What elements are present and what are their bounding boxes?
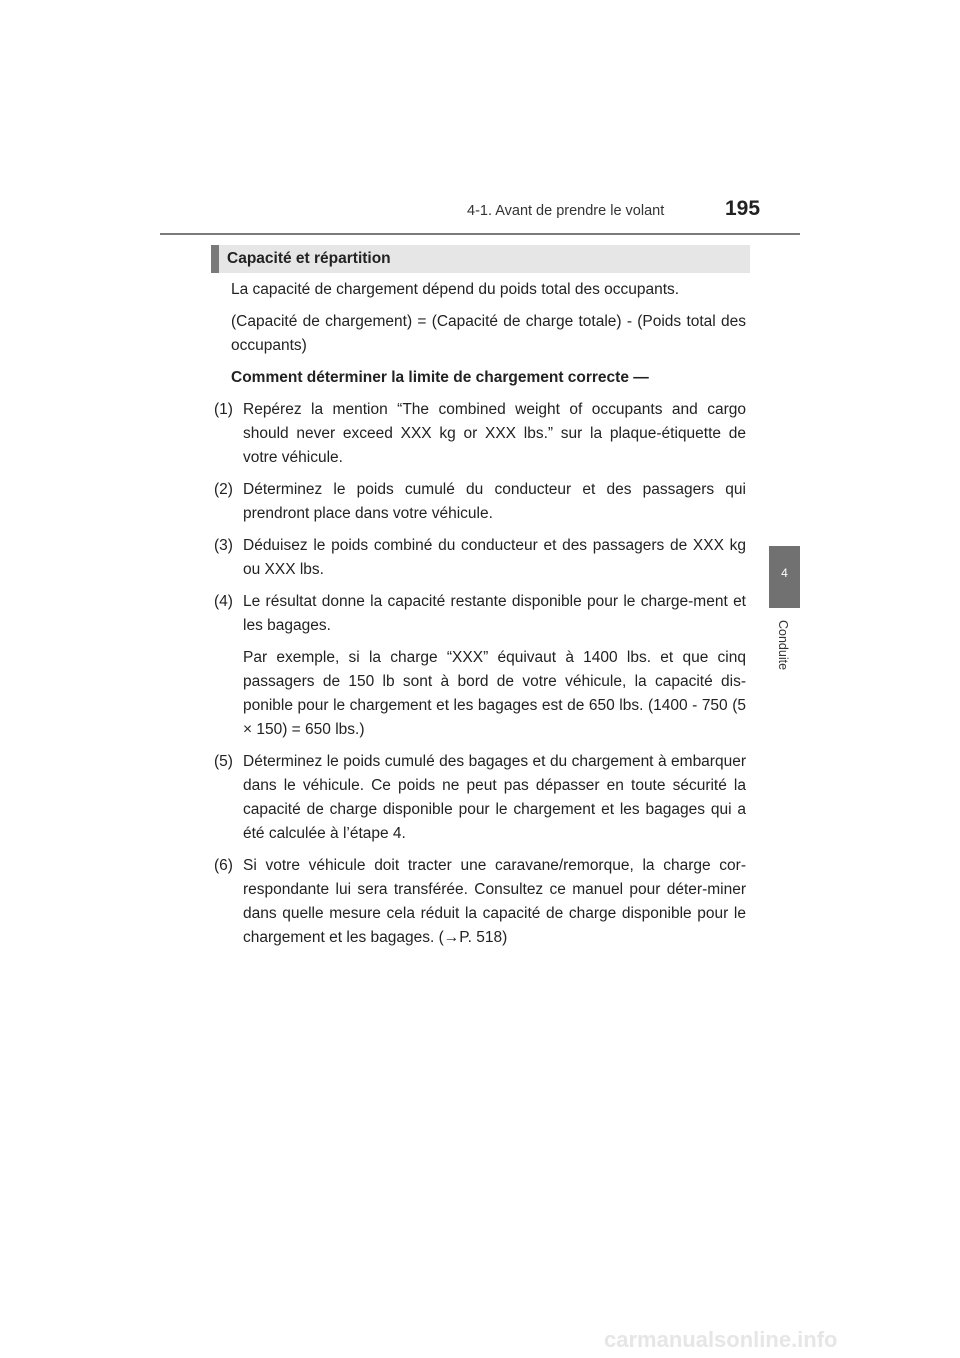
formula-paragraph: (Capacité de chargement) = (Capacité de charge totale) - (Poids total des occupants) xyxy=(231,313,746,354)
intro-paragraph: La capacité de chargement dépend du poids total des occupants. xyxy=(231,281,680,298)
step-example: Par exemple, si la charge “XXX” équivaut à 1400 lbs. et que cinq passagers de 150 lb sont à bord de votre véhicule, la capacité dis-ponible pour le chargement et les bagages est de 650 lbs. (1400 - 750 (5 × 150) = 650 lbs.) xyxy=(243,649,746,738)
step-item xyxy=(214,854,746,950)
step-item xyxy=(214,534,746,582)
step-text: Déterminez le poids cumulé des bagages et du chargement à embarquer dans le véhicule. Ce poids ne peut pas dépasser en toute sécurité la capacité de charge disponible pour le chargement et les bagages qui a été calculée à l’étape 4. xyxy=(243,753,746,842)
step-number: (1) xyxy=(214,401,233,418)
step-number: (2) xyxy=(214,481,233,498)
section-heading xyxy=(211,245,750,273)
step-number: (4) xyxy=(214,593,233,610)
header-divider xyxy=(160,233,800,235)
step-text: Déduisez le poids combiné du conducteur et des passagers de XXX kg ou XXX lbs. xyxy=(243,537,746,578)
step-text: Si votre véhicule doit tracter une caravane/remorque, la charge cor-respondante lui sera transférée. Consultez ce manuel pour déter-miner dans quelle mesure cela réduit la capacité de charge disponible pour le chargement et les bagages. (→P. 518) xyxy=(243,857,746,946)
header-section-title: 4-1. Avant de prendre le volant xyxy=(467,203,665,219)
section-heading-text: Capacité et répartition xyxy=(227,250,391,267)
step-item xyxy=(214,750,746,846)
page-number: 195 xyxy=(725,197,761,220)
step-number: (6) xyxy=(214,857,233,874)
step-text: Repérez la mention “The combined weight of occupants and cargo should never exceed XXX kg or XXX lbs.” sur la plaque-étiquette de votre véhicule. xyxy=(243,401,746,466)
chapter-tab-label: Conduite xyxy=(776,620,790,671)
document-body xyxy=(214,278,746,958)
step-number: (5) xyxy=(214,753,233,770)
step-text: Déterminez le poids cumulé du conducteur et des passagers qui prendront place dans votre véhicule. xyxy=(243,481,746,522)
procedure-heading: Comment déterminer la limite de chargement correcte — xyxy=(231,369,649,386)
step-item xyxy=(214,398,746,470)
chapter-tab-number: 4 xyxy=(781,566,788,580)
step-item xyxy=(214,478,746,526)
step-text: Le résultat donne la capacité restante disponible pour le charge-ment et les bagages. xyxy=(243,593,746,634)
watermark: carmanualsonline.info xyxy=(604,1327,838,1352)
step-item xyxy=(214,590,746,638)
step-number: (3) xyxy=(214,537,233,554)
